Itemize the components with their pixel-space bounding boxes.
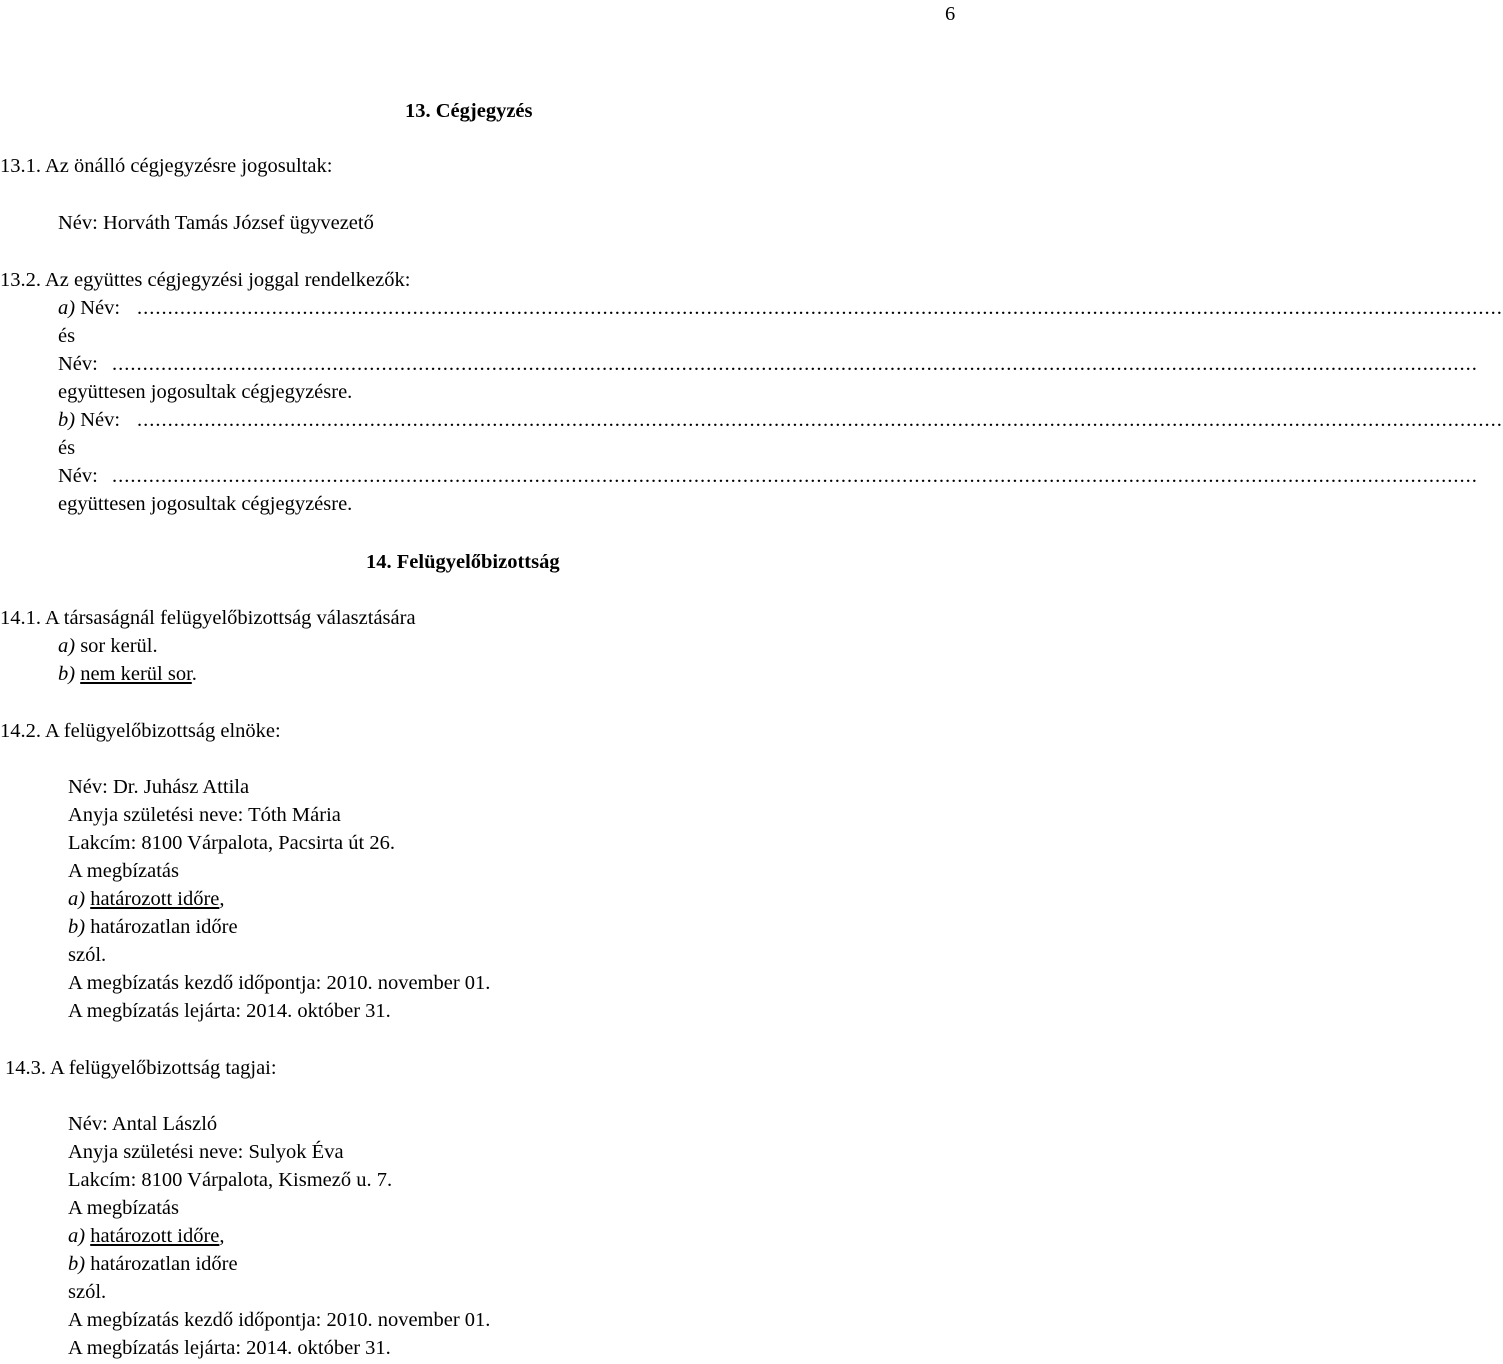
section-13-2-heading: 13.2. Az együttes cégjegyzési joggal rendelkezők:: [0, 269, 411, 291]
member-szol: szól.: [68, 1281, 107, 1303]
name-label: Név:: [80, 409, 121, 431]
option-a-label: a): [58, 297, 76, 319]
option-a-label: a): [68, 1225, 86, 1247]
comma: ,: [219, 888, 225, 910]
option-b-text: határozatlan időre: [90, 916, 238, 938]
chair-mandate-label: A megbízatás: [68, 860, 180, 882]
name-blank-3: ...............................................................................................................................................................................................................................: [137, 409, 1503, 431]
page-number: 6: [945, 3, 956, 25]
option-a-text: sor kerül.: [80, 635, 158, 657]
section-14-3-heading: 14.3. A felügyelőbizottság tagjai:: [5, 1057, 277, 1079]
member-mandate-option-b: [68, 1250, 238, 1278]
section-14-1-heading: 14.1. A társaságnál felügyelőbizottság választására: [0, 607, 416, 629]
chair-mother-name: Anyja születési neve: Tóth Mária: [68, 804, 341, 826]
section-13-1-heading: 13.1. Az önálló cégjegyzésre jogosultak:: [0, 155, 333, 177]
period: .: [191, 663, 197, 685]
together-text-2: együttesen jogosultak cégjegyzésre.: [58, 493, 353, 515]
member-mandate-option-a: [68, 1222, 225, 1250]
sole-signatory-name: Név: Horváth Tamás József ügyvezető: [58, 212, 374, 234]
option-b-label: b): [68, 916, 86, 938]
option-b-label: b): [58, 663, 76, 685]
option-a-label: a): [58, 635, 76, 657]
member-mandate-label: A megbízatás: [68, 1197, 180, 1219]
chair-mandate-end: A megbízatás lejárta: 2014. október 31.: [68, 1000, 391, 1022]
chair-mandate-start: A megbízatás kezdő időpontja: 2010. november 01.: [68, 972, 491, 994]
name-blank-4: ...............................................................................................................................................................................................................................: [112, 465, 1478, 487]
chair-mandate-option-a: [68, 885, 225, 913]
member-mandate-end: A megbízatás lejárta: 2014. október 31.: [68, 1337, 391, 1359]
chair-mandate-option-b: [68, 913, 238, 941]
option-a-text: határozott időre: [90, 888, 220, 910]
member-mandate-start: A megbízatás kezdő időpontja: 2010. november 01.: [68, 1309, 491, 1331]
option-b-label: b): [58, 409, 76, 431]
option-a-label: a): [68, 888, 86, 910]
together-text-1: együttesen jogosultak cégjegyzésre.: [58, 381, 353, 403]
joint-a-line-1: [58, 294, 120, 322]
name-label: Név:: [58, 465, 98, 487]
chair-name: Név: Dr. Juhász Attila: [68, 776, 250, 798]
member-name: Név: Antal László: [68, 1113, 218, 1135]
section-13-title: 13. Cégjegyzés: [405, 100, 533, 122]
option-b-label: b): [68, 1253, 86, 1275]
name-blank-1: ...............................................................................................................................................................................................................................: [137, 297, 1503, 319]
chair-address: Lakcím: 8100 Várpalota, Pacsirta út 26.: [68, 832, 395, 854]
chair-szol: szól.: [68, 944, 107, 966]
member-address: Lakcím: 8100 Várpalota, Kismező u. 7.: [68, 1169, 393, 1191]
and-word-2: és: [58, 437, 76, 459]
and-word-1: és: [58, 325, 76, 347]
member-mother-name: Anyja születési neve: Sulyok Éva: [68, 1141, 344, 1163]
name-blank-2: ...............................................................................................................................................................................................................................: [112, 353, 1478, 375]
section-14-2-heading: 14.2. A felügyelőbizottság elnöke:: [0, 720, 281, 742]
option-a-line: [58, 632, 158, 660]
section-14-title: 14. Felügyelőbizottság: [366, 551, 560, 573]
name-label: Név:: [58, 353, 98, 375]
option-b-line: [58, 660, 197, 688]
option-b-text: határozatlan időre: [90, 1253, 238, 1275]
comma: ,: [219, 1225, 225, 1247]
joint-b-line-1: [58, 406, 120, 434]
name-label: Név:: [80, 297, 121, 319]
option-b-text: nem kerül sor: [80, 663, 192, 685]
option-a-text: határozott időre: [90, 1225, 220, 1247]
